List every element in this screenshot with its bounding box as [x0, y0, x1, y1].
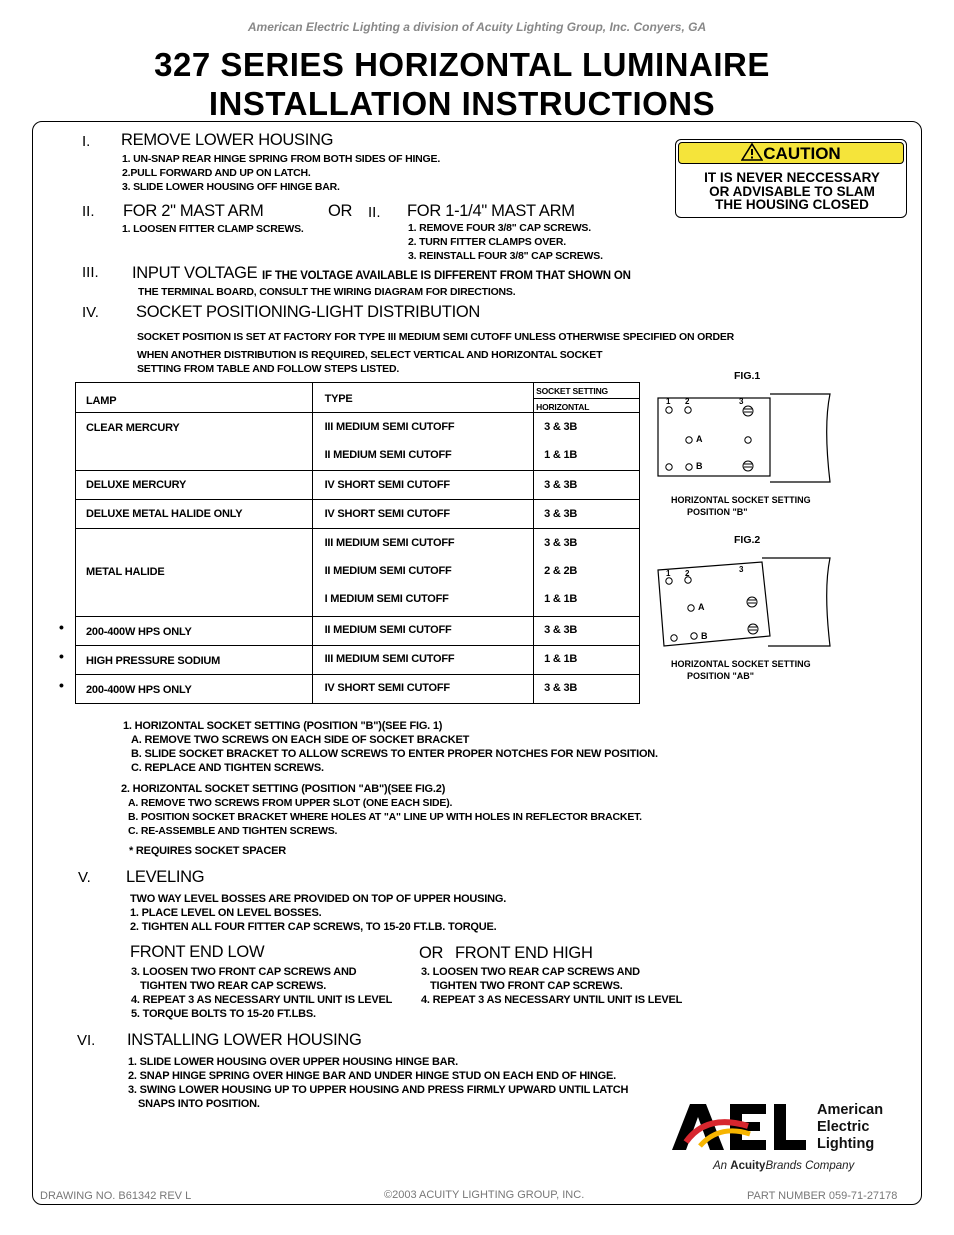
- ael-tag-pre: An: [713, 1160, 728, 1172]
- sec3-num: III.: [82, 264, 99, 281]
- setting-cell: 3 & 3B: [534, 675, 640, 704]
- ael-tag-post: Brands Company: [765, 1160, 855, 1172]
- fig2-label: FIG.2: [734, 534, 761, 546]
- sec2b-step3: 3. REINSTALL FOUR 3/8" CAP SCREWS.: [408, 250, 603, 262]
- sec6-step: 1. SLIDE LOWER HOUSING OVER UPPER HOUSING HINGE BAR.: [128, 1056, 459, 1068]
- table-row: [76, 617, 640, 646]
- header-socket: [534, 383, 640, 413]
- front-high-step: TIGHTEN TWO FRONT CAP SCREWS.: [430, 980, 623, 992]
- page-title-line1: 327 SERIES HORIZONTAL LUMINAIRE: [154, 46, 770, 83]
- front-high-head: FRONT END HIGH: [455, 944, 593, 962]
- type-cell: III MEDIUM SEMI CUTOFF: [312, 646, 534, 675]
- sec2a-head: FOR 2" MAST ARM: [123, 202, 264, 220]
- setting-cell: 3 & 3B: [534, 500, 640, 529]
- fig1-b: B: [696, 461, 703, 471]
- setting-text: 3 & 3B: [544, 537, 578, 549]
- setting-cell: 3 & 3B: [534, 471, 640, 500]
- sec5-head: LEVELING: [126, 868, 205, 886]
- caution-line2: OR ADVISABLE TO SLAM: [709, 183, 875, 199]
- table-row: [76, 471, 640, 500]
- sec5-num: V.: [78, 869, 91, 886]
- header-type: TYPE: [312, 383, 534, 413]
- type-text: I MEDIUM SEMI CUTOFF: [324, 593, 449, 605]
- lamp-table: [75, 382, 640, 704]
- type-text: II MEDIUM SEMI CUTOFF: [324, 565, 452, 577]
- type-cell: [312, 529, 534, 617]
- lamp-cell: CLEAR MERCURY: [76, 413, 313, 471]
- fig1-n1: 1: [666, 397, 671, 406]
- sec2-or: OR: [328, 202, 353, 220]
- sec6-step: SNAPS INTO POSITION.: [138, 1098, 260, 1110]
- type-cell: [312, 413, 534, 471]
- front-or: OR: [419, 944, 444, 962]
- lamp-cell: DELUXE METAL HALIDE ONLY: [76, 500, 313, 529]
- fig2-n2: 2: [685, 569, 690, 578]
- ael-tagline: [713, 1160, 854, 1172]
- warning-icon: [741, 143, 763, 161]
- sec2a-step1: 1. LOOSEN FITTER CLAMP SCREWS.: [122, 223, 304, 235]
- caution-line3: THE HOUSING CLOSED: [715, 197, 869, 212]
- ael-word3: Lighting: [817, 1136, 875, 1152]
- sec4-text1: SOCKET POSITION IS SET AT FACTORY FOR TYPE III MEDIUM SEMI CUTOFF UNLESS OTHERWISE SPECIFIED ON ORDER: [137, 331, 735, 343]
- footer-part-number: PART NUMBER 059-71-27178: [747, 1190, 898, 1202]
- table-row: [76, 675, 640, 704]
- footer-copyright: ©2003 ACUITY LIGHTING GROUP, INC.: [384, 1189, 585, 1201]
- sec1-step3: 3. SLIDE LOWER HOUSING OFF HINGE BAR.: [122, 181, 340, 193]
- ael-word1: American: [817, 1102, 884, 1118]
- caution-box: [675, 139, 907, 218]
- fig1-a: A: [696, 434, 703, 444]
- sec5-text1: TWO WAY LEVEL BOSSES ARE PROVIDED ON TOP OF UPPER HOUSING.: [130, 893, 507, 905]
- type-text: II MEDIUM SEMI CUTOFF: [324, 449, 452, 461]
- table-row: [76, 500, 640, 529]
- sec4-head: SOCKET POSITIONING-LIGHT DISTRIBUTION: [136, 303, 480, 321]
- front-high-step: 4. REPEAT 3 AS NECESSARY UNTIL UNIT IS LEVEL: [421, 994, 683, 1006]
- lamp-cell: HIGH PRESSURE SODIUM: [76, 646, 313, 675]
- type-cell: II MEDIUM SEMI CUTOFF: [312, 617, 534, 646]
- setting-text: 3 & 3B: [544, 421, 578, 433]
- sec4-text3: SETTING FROM TABLE AND FOLLOW STEPS LISTED.: [137, 363, 400, 375]
- type-cell: IV SHORT SEMI CUTOFF: [312, 675, 534, 704]
- sec4-num: IV.: [82, 304, 99, 321]
- ael-logo-mark: [670, 1100, 810, 1154]
- header-horizontal: HORIZONTAL: [536, 402, 590, 412]
- step-b1a: A. REMOVE TWO SCREWS ON EACH SIDE OF SOCKET BRACKET: [131, 734, 470, 746]
- header-lamp: LAMP: [76, 383, 313, 413]
- ael-tag-brand: Acuity: [730, 1160, 766, 1172]
- ael-wordmark: [817, 1102, 883, 1153]
- sec3-text1: IF THE VOLTAGE AVAILABLE IS DIFFERENT FROM THAT SHOWN ON: [262, 270, 631, 282]
- spacer-bullet: •: [59, 677, 64, 693]
- lamp-cell: 200-400W HPS ONLY: [76, 675, 313, 704]
- front-low-step: 3. LOOSEN TWO FRONT CAP SCREWS AND: [131, 966, 357, 978]
- table-row: [76, 529, 640, 617]
- header-note: American Electric Lighting a division of Acuity Lighting Group, Inc. Conyers, GA: [247, 20, 707, 34]
- sec3-text2: THE TERMINAL BOARD, CONSULT THE WIRING DIAGRAM FOR DIRECTIONS.: [138, 286, 516, 298]
- header-socket-setting: SOCKET SETTING: [534, 383, 639, 399]
- step-b2c: C. RE-ASSEMBLE AND TIGHTEN SCREWS.: [128, 825, 338, 837]
- front-low-step: 5. TORQUE BOLTS TO 15-20 FT.LBS.: [131, 1008, 316, 1020]
- lamp-cell: METAL HALIDE: [76, 529, 313, 617]
- spacer-note: * REQUIRES SOCKET SPACER: [129, 845, 286, 857]
- setting-text: 1 & 1B: [544, 593, 578, 605]
- lamp-cell: 200-400W HPS ONLY: [76, 617, 313, 646]
- page-title-line2: INSTALLATION INSTRUCTIONS: [208, 85, 716, 122]
- setting-cell: [534, 413, 640, 471]
- step-b2a: A. REMOVE TWO SCREWS FROM UPPER SLOT (ONE EACH SIDE).: [128, 797, 453, 809]
- footer-drawing-no: DRAWING NO. B61342 REV L: [40, 1190, 192, 1202]
- sec1-step1: 1. UN-SNAP REAR HINGE SPRING FROM BOTH SIDES OF HINGE.: [122, 153, 441, 165]
- step-b2: 2. HORIZONTAL SOCKET SETTING (POSITION "AB")(SEE FIG.2): [121, 783, 446, 795]
- sec3-head: INPUT VOLTAGE: [132, 264, 258, 282]
- fig2-diagram: [650, 552, 850, 652]
- table-row: [76, 413, 640, 471]
- step-b1: 1. HORIZONTAL SOCKET SETTING (POSITION "B")(SEE FIG. 1): [123, 720, 443, 732]
- sec2b-step1: 1. REMOVE FOUR 3/8" CAP SCREWS.: [408, 222, 591, 234]
- front-high-step: 3. LOOSEN TWO REAR CAP SCREWS AND: [421, 966, 640, 978]
- sec4-text2: WHEN ANOTHER DISTRIBUTION IS REQUIRED, SELECT VERTICAL AND HORIZONTAL SOCKET: [137, 349, 603, 361]
- setting-cell: 3 & 3B: [534, 617, 640, 646]
- sec6-num: VI.: [77, 1032, 96, 1049]
- type-cell: IV SHORT SEMI CUTOFF: [312, 500, 534, 529]
- sec5-text3: 2. TIGHTEN ALL FOUR FITTER CAP SCREWS, TO 15-20 FT.LB. TORQUE.: [130, 921, 497, 933]
- setting-cell: [534, 529, 640, 617]
- type-text: III MEDIUM SEMI CUTOFF: [324, 537, 455, 549]
- spacer-bullet: •: [59, 619, 64, 635]
- caution-bar: [678, 142, 904, 164]
- fig2-n1: 1: [666, 569, 671, 578]
- caution-line1: IT IS NEVER NECCESSARY: [704, 170, 880, 185]
- sec6-step: 3. SWING LOWER HOUSING UP TO UPPER HOUSING AND PRESS FIRMLY UPWARD UNTIL LATCH: [128, 1084, 629, 1096]
- caution-text: [676, 171, 908, 212]
- fig2-caption2: POSITION "AB": [687, 671, 755, 681]
- step-b1c: C. REPLACE AND TIGHTEN SCREWS.: [131, 762, 324, 774]
- type-text: III MEDIUM SEMI CUTOFF: [324, 421, 455, 433]
- table-row: [76, 646, 640, 675]
- table-header-row: [76, 383, 640, 413]
- fig2-caption1: HORIZONTAL SOCKET SETTING: [671, 659, 811, 669]
- sec1-num: I.: [82, 133, 91, 150]
- type-cell: IV SHORT SEMI CUTOFF: [312, 471, 534, 500]
- front-low-head: FRONT END LOW: [130, 943, 265, 961]
- fig2-n3: 3: [739, 565, 744, 574]
- fig2-a: A: [698, 602, 705, 612]
- sec6-step: 2. SNAP HINGE SPRING OVER HINGE BAR AND UNDER HINGE STUD ON EACH END OF HINGE.: [128, 1070, 617, 1082]
- setting-text: 2 & 2B: [544, 565, 578, 577]
- sec2b-num: II.: [368, 204, 381, 221]
- ael-word2: Electric: [817, 1119, 870, 1135]
- fig1-n2: 2: [685, 397, 690, 406]
- fig2-b: B: [701, 631, 708, 641]
- sec2a-num: II.: [82, 203, 95, 220]
- setting-cell: 1 & 1B: [534, 646, 640, 675]
- ael-logo: [670, 1100, 905, 1180]
- lamp-cell: DELUXE MERCURY: [76, 471, 313, 500]
- sec1-head: REMOVE LOWER HOUSING: [121, 131, 334, 149]
- fig1-n3: 3: [739, 397, 744, 406]
- sec2b-head: FOR 1-1/4" MAST ARM: [407, 202, 575, 220]
- fig1-diagram: [650, 388, 850, 488]
- caution-label: CAUTION: [763, 144, 841, 163]
- fig1-caption2: POSITION "B": [687, 507, 748, 517]
- front-low-step: 4. REPEAT 3 AS NECESSARY UNTIL UNIT IS LEVEL: [131, 994, 393, 1006]
- step-b1b: B. SLIDE SOCKET BRACKET TO ALLOW SCREWS TO ENTER PROPER NOTCHES FOR NEW POSITION.: [131, 748, 658, 760]
- step-b2b: B. POSITION SOCKET BRACKET WHERE HOLES AT "A" LINE UP WITH HOLES IN REFLECTOR BRACKET.: [128, 811, 642, 823]
- setting-text: 1 & 1B: [544, 449, 578, 461]
- fig1-label: FIG.1: [734, 370, 761, 382]
- sec2b-step2: 2. TURN FITTER CLAMPS OVER.: [408, 236, 566, 248]
- sec5-text2: 1. PLACE LEVEL ON LEVEL BOSSES.: [130, 907, 322, 919]
- front-low-step: TIGHTEN TWO REAR CAP SCREWS.: [140, 980, 327, 992]
- spacer-bullet: •: [59, 648, 64, 664]
- sec1-step2: 2.PULL FORWARD AND UP ON LATCH.: [122, 167, 311, 179]
- sec6-head: INSTALLING LOWER HOUSING: [127, 1031, 362, 1049]
- fig1-caption1: HORIZONTAL SOCKET SETTING: [671, 495, 811, 505]
